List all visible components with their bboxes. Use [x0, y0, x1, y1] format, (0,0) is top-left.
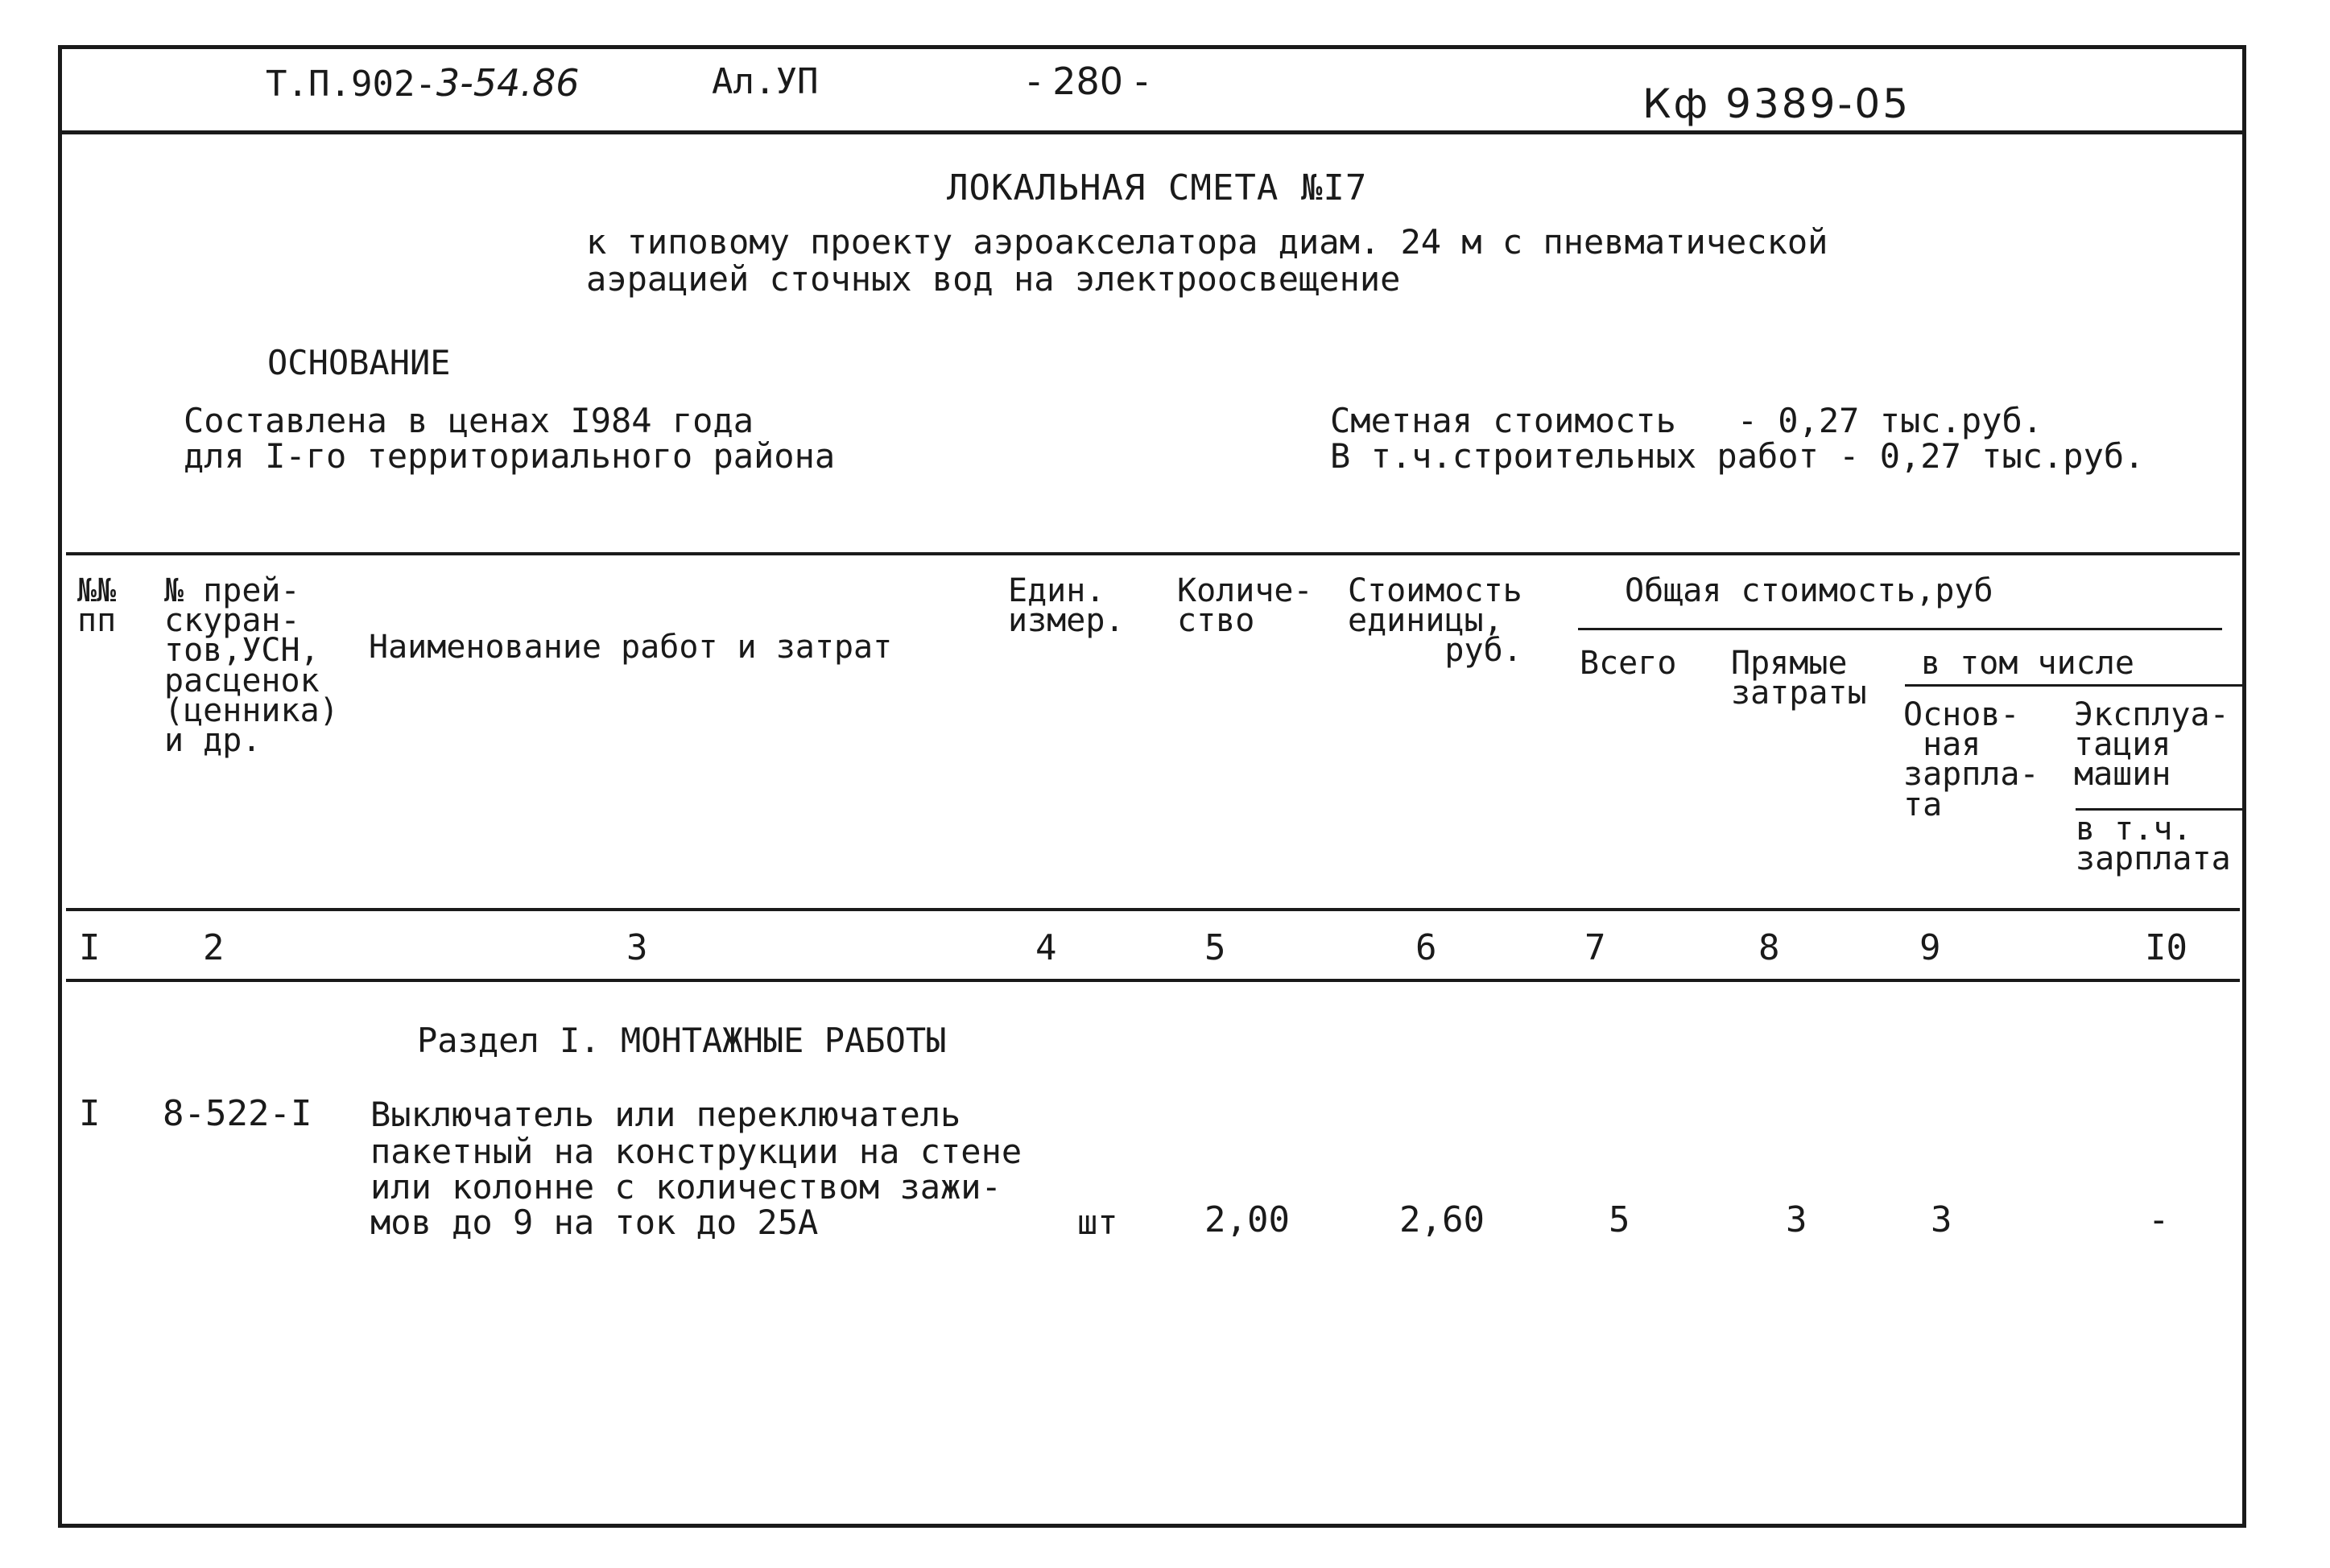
row-base-salary: 3 [1931, 1199, 1952, 1240]
header-total: Всего [1580, 645, 1677, 682]
column-number: 4 [1035, 927, 1057, 968]
basis-prices-line1: Составлена в ценах I984 года [184, 401, 754, 440]
section-title: Раздел I. МОНТАЖНЫЕ РАБОТЫ [417, 1021, 947, 1060]
header-machines: Эксплуа- тация машин [2074, 696, 2229, 794]
row-index: I [79, 1093, 101, 1134]
column-number: 8 [1758, 927, 1780, 968]
row-direct-costs: 3 [1786, 1199, 1807, 1240]
row-unit: шт [1077, 1203, 1118, 1242]
header-quantity: Количе- ство [1177, 572, 1313, 640]
estimate-cost-line1: Сметная стоимость - 0,27 тыс.руб. [1330, 401, 2043, 440]
row-work-name-line: мов до 9 на ток до 25А [370, 1203, 819, 1242]
header-unit: Един. измер. [1008, 572, 1125, 640]
album-label: Ал.УП [712, 61, 819, 102]
header-direct-costs: Прямые затраты [1731, 645, 1867, 712]
document-title: ЛОКАЛЬНАЯ СМЕТА №I7 [947, 167, 1368, 208]
column-number: 6 [1415, 927, 1437, 968]
row-unit-cost: 2,60 [1399, 1199, 1485, 1240]
column-number: 3 [626, 927, 648, 968]
column-numbers-rule [66, 979, 2240, 982]
header-work-name: Наименование работ и затрат [369, 629, 893, 666]
document-subtitle-line1: к типовому проекту аэроакселатора диам. 24 м с пневматической [586, 222, 1828, 262]
header-base-salary: Основ- ная зарпла- та [1903, 696, 2039, 823]
row-work-name-line: Выключатель или переключатель [370, 1095, 961, 1134]
column-number: 5 [1204, 927, 1226, 968]
doc-code-handwritten: 3-54.86 [436, 61, 580, 105]
incl-group-rule [1905, 684, 2246, 687]
header-incl-group: в том числе [1921, 645, 2134, 682]
header-unit-cost: Стоимость единицы, руб. [1348, 572, 1522, 670]
column-number: I [79, 927, 101, 968]
column-number: 9 [1919, 927, 1941, 968]
basis-label: ОСНОВАНИЕ [267, 343, 451, 382]
total-group-rule [1578, 628, 2222, 630]
estimate-cost-line2: В т.ч.строительных работ - 0,27 тыс.руб. [1330, 436, 2145, 476]
header-total-group: Общая стоимость,руб [1625, 572, 1993, 609]
stamp-divider [58, 130, 2246, 134]
row-price-code: 8-522-I [163, 1093, 312, 1134]
archive-number: Кф 9389-05 [1642, 80, 1911, 127]
column-number: I0 [2145, 927, 2187, 968]
basis-prices-line2: для I-го территориального района [184, 436, 836, 476]
header-machines-salary: в т.ч. зарплата [2076, 811, 2231, 878]
column-number: 7 [1584, 927, 1606, 968]
document-subtitle-line2: аэрацией сточных вод на электроосвещение [586, 259, 1401, 299]
row-work-name-line: пакетный на конструкции на стене [370, 1132, 1022, 1171]
table-top-rule [66, 552, 2240, 555]
row-machines: - [2148, 1199, 2170, 1240]
header-row-number: №№ пп [77, 572, 117, 640]
header-price-code: № прей- скуран- тов,УСН, расценок (ценника) и др. [164, 572, 339, 759]
doc-code [266, 61, 580, 105]
column-number: 2 [203, 927, 225, 968]
header-bottom-rule [66, 908, 2240, 911]
row-work-name-line: или колонне с количеством зажи- [370, 1167, 1002, 1207]
row-total: 5 [1609, 1199, 1630, 1240]
page-number: - 280 - [1027, 60, 1149, 103]
doc-code-prefix: Т.П.902- [266, 64, 436, 105]
row-quantity: 2,00 [1204, 1199, 1290, 1240]
